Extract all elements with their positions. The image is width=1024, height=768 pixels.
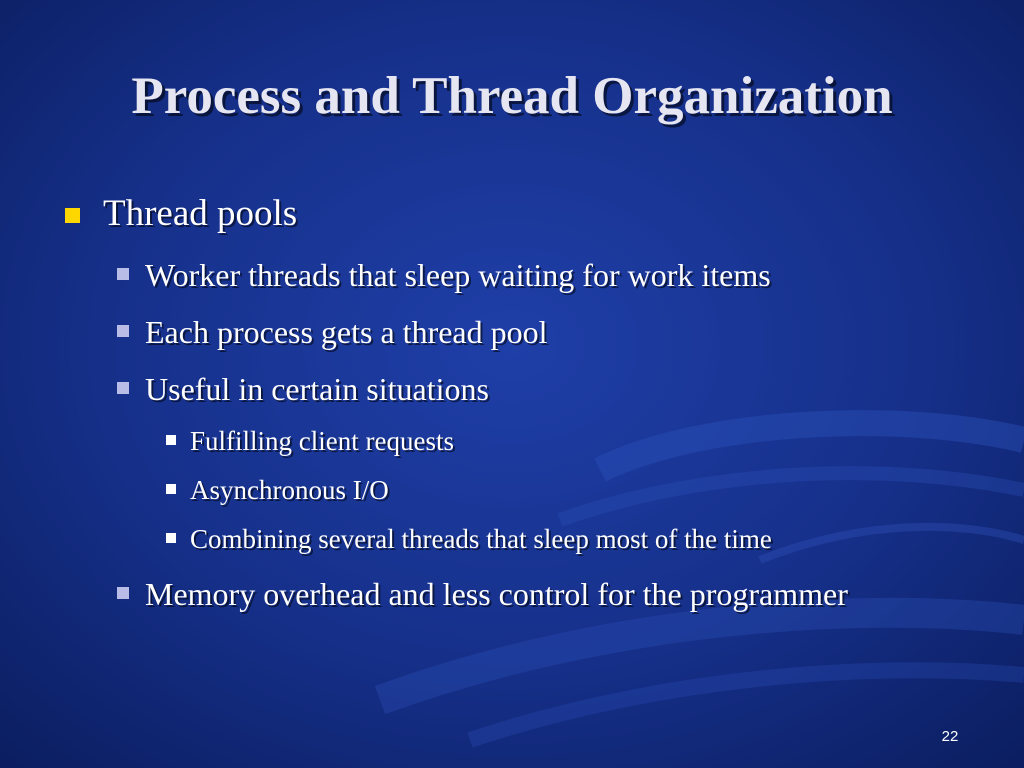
bullet-text: Fulfilling client requests (190, 426, 454, 456)
square-bullet-icon (117, 587, 129, 599)
bullet-text: Combining several threads that sleep most of the time (190, 524, 772, 554)
bullet-memory-overhead (145, 574, 962, 614)
square-bullet-icon (117, 325, 129, 337)
square-bullet-icon (117, 268, 129, 280)
bullet-each-process (145, 312, 548, 352)
bullet-text: Useful in certain situations (145, 371, 489, 407)
square-bullet-icon (65, 208, 80, 223)
bullet-async-io (190, 473, 389, 507)
bullet-text: Worker threads that sleep waiting for work items (145, 257, 771, 293)
bullet-thread-pools (103, 192, 297, 236)
square-bullet-icon (166, 533, 176, 543)
bullet-fulfilling-requests (190, 424, 454, 458)
slide-title: Process and Thread Organization (131, 67, 893, 125)
bullet-text: Memory overhead and less control for the programmer (145, 576, 848, 612)
square-bullet-icon (117, 382, 129, 394)
square-bullet-icon (166, 435, 176, 445)
bullet-text: Asynchronous I/O (190, 475, 389, 505)
bullet-text: Thread pools (103, 193, 298, 234)
square-bullet-icon (166, 484, 176, 494)
bullet-combining-threads (190, 522, 772, 556)
bullet-text: Each process gets a thread pool (145, 314, 548, 350)
bullet-worker-threads (145, 255, 771, 295)
page-number: 22 (941, 728, 959, 745)
bullet-useful-situations (145, 369, 489, 409)
